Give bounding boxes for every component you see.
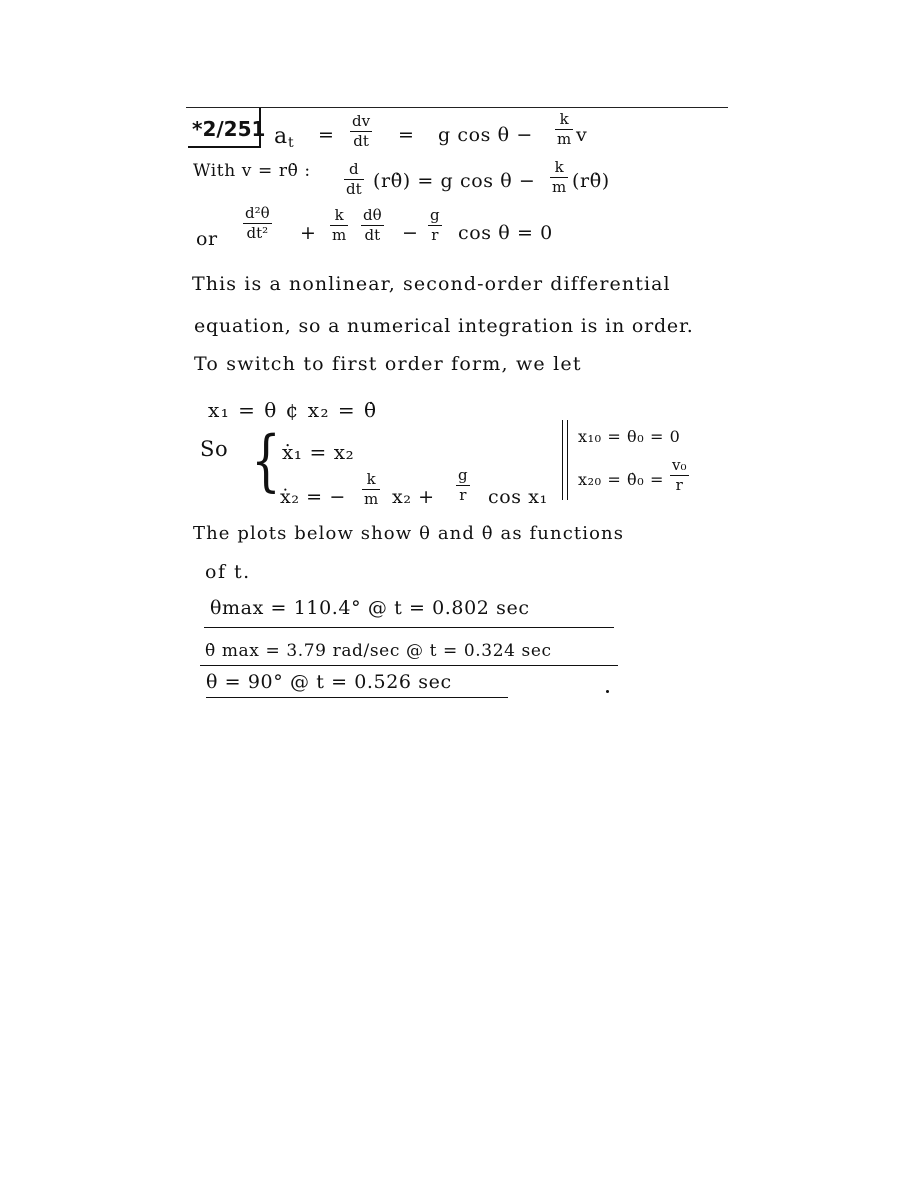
result-theta-90: θ = 90° @ t = 0.526 sec <box>206 671 452 693</box>
eq3-k: k <box>334 206 344 224</box>
result-theta-max: θmax = 110.4° @ t = 0.802 sec <box>210 597 530 619</box>
system-k-over-m <box>362 472 380 507</box>
eq1-dv-dt <box>350 114 372 149</box>
double-bar-right <box>567 420 568 500</box>
para1-line3: To switch to first order form, we let <box>194 353 582 375</box>
eq2-prefix: With v = rθ̇ : <box>193 161 311 181</box>
eq3-a-den: dt² <box>246 224 269 242</box>
eq3-tail: cos θ = 0 <box>458 222 553 244</box>
eq2-m: m <box>552 178 567 196</box>
stray-mark <box>606 690 609 693</box>
left-brace: { <box>251 422 281 499</box>
eq1-k-over-m <box>555 112 573 147</box>
system-k: k <box>366 470 376 488</box>
eq3-a-num: d²θ <box>245 204 270 222</box>
header-rule <box>186 107 728 108</box>
result-1-underline <box>204 627 614 628</box>
system-so: So <box>200 437 229 461</box>
eq2-tail: (rθ̇) <box>572 170 610 192</box>
eq3-r: r <box>431 226 439 244</box>
system-row2-a: ẋ₂ = − <box>280 486 346 508</box>
eq1-k: k <box>559 110 569 128</box>
double-bar-left <box>562 420 563 500</box>
system-row2-b: x₂ + <box>392 486 435 508</box>
ic-v0-over-r <box>670 458 689 493</box>
initial-condition-2: x₂₀ = θ̇₀ = <box>578 470 664 489</box>
eq1-lhs: a <box>274 124 288 149</box>
system-row2-c: cos x₁ <box>488 486 548 508</box>
eq1-equals-1: = <box>318 124 335 146</box>
system-g-over-r <box>456 468 470 503</box>
para2-line1: The plots below show θ and θ̇ as functions <box>193 523 625 544</box>
eq3-minus: − <box>402 222 419 244</box>
eq3-or: or <box>196 228 218 250</box>
eq1-lhs-sub: t <box>288 135 295 151</box>
eq2-dt: dt <box>346 180 362 198</box>
eq3-g-over-r <box>428 208 442 243</box>
eq3-g: g <box>430 206 440 224</box>
problem-number: *2/251 <box>192 117 266 141</box>
para1-line2: equation, so a numerical integration is in order. <box>194 315 694 337</box>
result-2-underline <box>200 665 618 666</box>
eq1-frac-den: dt <box>353 132 369 150</box>
ic-v0: v₀ <box>672 456 687 474</box>
initial-condition-1: x₁₀ = θ₀ = 0 <box>578 427 681 446</box>
eq2-k-over-m <box>550 160 568 195</box>
eq2-k: k <box>554 158 564 176</box>
system-r: r <box>459 486 467 504</box>
eq2-middle: (rθ̇) = g cos θ − <box>373 170 536 192</box>
eq3-plus: + <box>300 222 317 244</box>
result-3-underline <box>206 697 508 698</box>
eq3-dtheta-dt <box>361 208 384 243</box>
eq1-v: v <box>576 124 588 146</box>
ic-r: r <box>675 476 683 494</box>
substitution-line: x₁ = θ ¢ x₂ = θ̇ <box>208 398 378 422</box>
eq3-d2theta-dt2 <box>243 206 272 241</box>
eq2-d: d <box>349 160 359 178</box>
para1-line1: This is a nonlinear, second-order differential <box>192 273 671 295</box>
system-row1: ẋ₁ = x₂ <box>282 440 355 464</box>
eq1-rhs: g cos θ − <box>438 124 533 146</box>
para2-line2: of t. <box>205 561 251 583</box>
result-thetadot-max: θ̇ max = 3.79 rad/sec @ t = 0.324 sec <box>205 641 552 661</box>
eq3-m: m <box>332 226 347 244</box>
eq3-k-over-m <box>330 208 348 243</box>
eq3-b-num: dθ <box>363 206 382 224</box>
eq2-d-dt <box>344 162 364 197</box>
system-m: m <box>364 490 379 508</box>
eq1-equals-2: = <box>398 124 415 146</box>
eq1-m: m <box>557 130 572 148</box>
eq3-b-den: dt <box>364 226 381 244</box>
eq1-frac-num: dv <box>352 112 371 130</box>
system-g: g <box>458 466 468 484</box>
